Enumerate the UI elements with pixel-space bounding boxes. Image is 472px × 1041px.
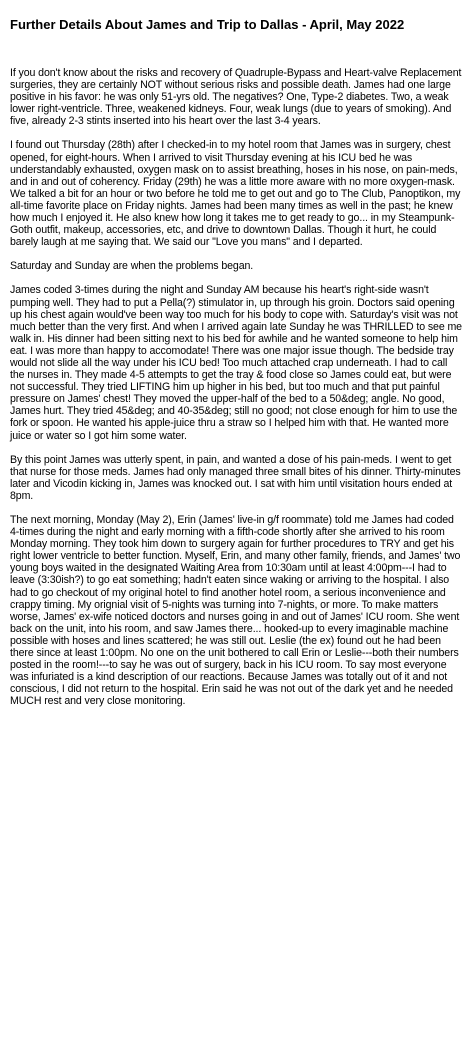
paragraph-sunday: James coded 3-times during the night and Sunday AM because his heart's right-side wasn't pumping well. They had to put a Pella(?) stimulator in, up through his groin. Doctors said opening up his chest again would've been way too much for his body to cope with. Saturday's visit was not much better than the very first. And when I arrived again late Sunday he was THRILLED to see me walk in. His dinner had been sitting next to his bed for awhile and he wanted someone to help him eat. I was more than happy to accomodate! There was one major issue though. The bedside tray would not slide all the way under his ICU bed! Too much attached crap underneath. I had to call the nurses in. They made 4-5 attempts to get the tray & food close so James could eat, but were not successful. They tried LIFTING him up higher in his bed, but too much and that put painful pressure on James' chest! They moved the upper-half of the bed to a 50&deg; angle. No good, James hurt. They tried 45&deg; and 40-35&deg; still no good; not close enough for him to use the fork or spoon. He wanted his apple-juice thru a straw so I helped him with that. He wanted more juice or water so I got him some water.	[10, 284, 462, 442]
page-title: Further Details About James and Trip to Dallas - April, May 2022	[10, 17, 405, 32]
paragraph-problems-began: Saturday and Sunday are when the problems began.	[10, 260, 254, 273]
paragraph-monday: The next morning, Monday (May 2), Erin (James' live-in g/f roommate) told me James had coded 4-times during the night and early morning with a fifth-code shortly after she arrived to his room Monday morning. They took him down to surgery again for further procedures to TRY and get his right lower ventricle to better function. Myself, Erin, and many other family, friends, and James' two young boys waited in the designated Waiting Area from 10:30am until at least 4:00pm---I had to leave (3:30ish?) to go eat something; hadn't eaten since waking or arriving to the hospital. I also had to go checkout of my original hotel to find another hotel room, a serious inconvenience and crappy timing. My orignial visit of 5-nights was turning into 7-nights, or more. To make matters worse, James' ex-wife noticed doctors and nurses going in and out of James' ICU room. She went back on the unit, into his room, and saw James there... hooked-up to every imaginable machine possible with hoses and lines scattered; he was still out. Leslie (the ex) found out he had been there since at least 1:00pm. No one on the unit bothered to call Erin or Leslie---both their numbers posted in the room!---to say he was out of surgery, back in his ICU room. To say most everyone was infuriated is a kind description of our reactions. Because James was totally out of it and not conscious, I did not return to the hospital. Erin said he was not out of the dark yet and he needed MUCH rest and very close monitoring.	[10, 514, 461, 708]
document-page	[0, 17, 472, 708]
paragraph-pain-meds: By this point James was utterly spent, in pain, and wanted a dose of his pain-meds. I went to get that nurse for those meds. James had only managed three small bites of his dinner. Thirty-minutes later and Vicodin kicking in, James was knocked out. I sat with him until visitation hours ended at 8pm.	[10, 453, 461, 502]
paragraph-risks: If you don't know about the risks and recovery of Quadruple-Bypass and Heart-valve Replacement surgeries, they are certainly NOT without serious risks and possible death. James had one large positive in his favor: he was only 51-yrs old. The negatives? One, Type-2 diabetes. Two, a weak lower right-ventricle. Three, weakened kidneys. Four, weak lungs (due to years of smoking). And five, already 2-3 stints inserted into his heart over the last 3-4 years.	[10, 67, 462, 128]
article-body	[10, 67, 463, 708]
paragraph-thursday-friday: I found out Thursday (28th) after I checked-in to my hotel room that James was in surgery, chest opened, for eight-hours. When I arrived to visit Thursday evening at his ICU bed he was understandably exhausted, oxygen mask on to assist breathing, hoses in his nose, on pain-meds, and in and out of coherency. Friday (29th) he was a little more aware with no more oxygen-mask. We talked a bit for an hour or two before he told me to get out and go to The Club, Panoptikon, my all-time favorite place on Friday nights. James had been many times as well in the past; he knew how much I enjoyed it. He also knew how long it takes me to get ready to go... in my Steampunk-Goth outfit, makeup, accessories, etc, and drive to downtown Dallas. Though it hurt, he could barely laugh at me saying that. We said our "Love you mans" and I departed.	[10, 139, 461, 249]
